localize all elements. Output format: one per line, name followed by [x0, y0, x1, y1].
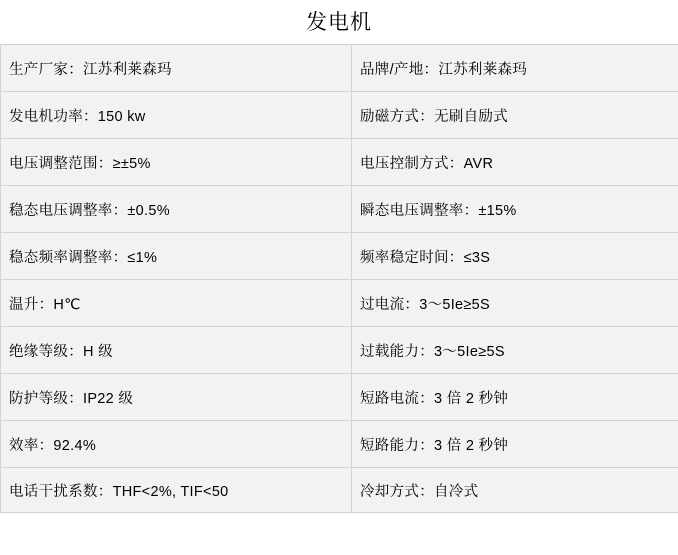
table-row — [1, 45, 678, 92]
spec-cell-right: 短路电流：3 倍 2 秒钟 — [352, 374, 678, 421]
table-row — [1, 327, 678, 374]
spec-cell-left: 效率：92.4% — [1, 421, 352, 468]
spec-cell-right: 过电流：3～5Ie≥5S — [352, 280, 678, 327]
table-row — [1, 374, 678, 421]
spec-cell-right: 励磁方式：无刷自励式 — [352, 92, 678, 139]
page-title: 发电机 — [306, 11, 372, 34]
table-row — [1, 233, 678, 280]
spec-cell-left: 电话干扰系数：THF<2%, TIF<50 — [1, 468, 352, 513]
table-row — [1, 468, 678, 513]
generator-spec-table — [0, 44, 678, 513]
spec-cell-left: 电压调整范围：≥±5% — [1, 139, 352, 186]
spec-cell-right: 频率稳定时间：≤3S — [352, 233, 678, 280]
spec-cell-right: 瞬态电压调整率：±15% — [352, 186, 678, 233]
spec-cell-right: 品牌/产地：江苏利莱森玛 — [352, 45, 678, 92]
spec-cell-right: 冷却方式：自冷式 — [352, 468, 678, 513]
spec-cell-left: 生产厂家：江苏利莱森玛 — [1, 45, 352, 92]
table-row — [1, 139, 678, 186]
table-row — [1, 186, 678, 233]
spec-cell-left: 温升：H℃ — [1, 280, 352, 327]
spec-cell-right: 过载能力：3～5Ie≥5S — [352, 327, 678, 374]
table-row — [1, 92, 678, 139]
table-row — [1, 280, 678, 327]
spec-table-body — [1, 45, 678, 513]
spec-cell-left: 绝缘等级：H 级 — [1, 327, 352, 374]
spec-cell-left: 防护等级：IP22 级 — [1, 374, 352, 421]
spec-cell-right: 电压控制方式：AVR — [352, 139, 678, 186]
spec-cell-left: 稳态频率调整率：≤1% — [1, 233, 352, 280]
spec-cell-left: 发电机功率：150 kw — [1, 92, 352, 139]
table-row — [1, 421, 678, 468]
spec-cell-right: 短路能力：3 倍 2 秒钟 — [352, 421, 678, 468]
spec-cell-left: 稳态电压调整率：±0.5% — [1, 186, 352, 233]
